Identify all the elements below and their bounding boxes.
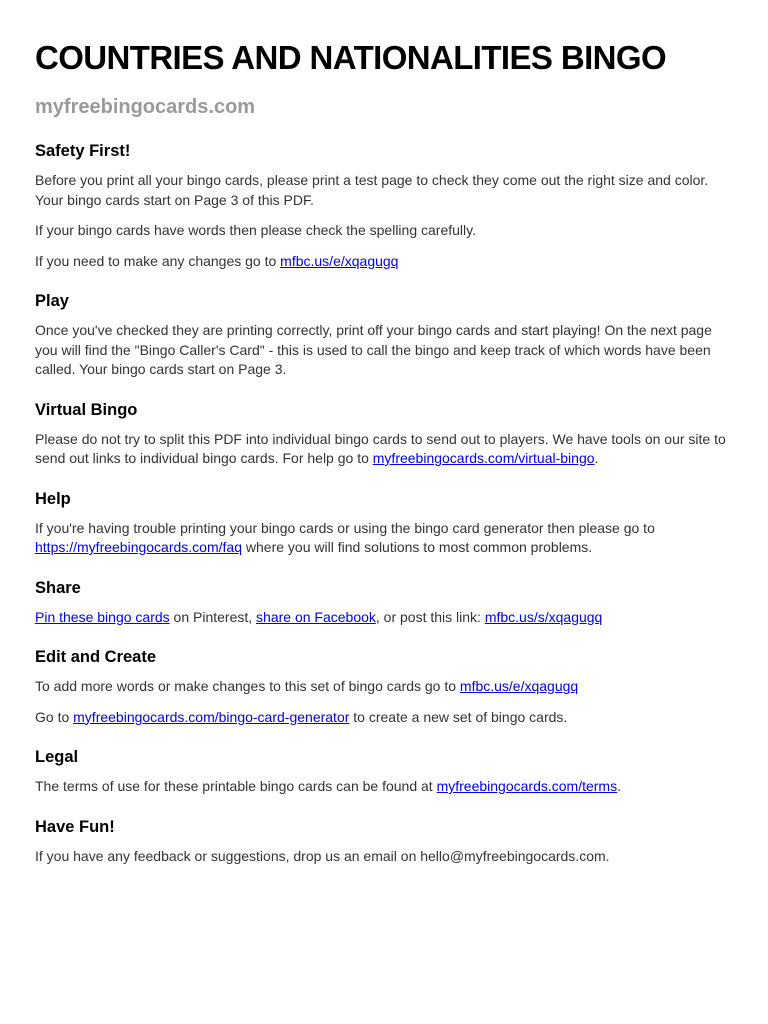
site-name: myfreebingocards.com xyxy=(35,96,256,118)
section-virtual-bingo xyxy=(35,399,735,469)
section-heading: Share xyxy=(35,578,81,597)
paragraph xyxy=(35,608,735,628)
section-heading: Safety First! xyxy=(35,142,131,160)
document-page xyxy=(35,38,735,866)
generator-link[interactable]: myfreebingocards.com/bingo-card-generator xyxy=(73,708,350,725)
faq-link[interactable]: https://myfreebingocards.com/faq xyxy=(35,539,242,555)
facebook-share-link[interactable]: share on Facebook xyxy=(256,608,376,625)
section-heading: Help xyxy=(35,489,71,508)
section-have-fun xyxy=(35,816,735,867)
paragraph xyxy=(35,677,735,697)
paragraph-text: Please do not try to split this PDF into individual bingo cards to send out to players. We have tools on our site to send out links to individual bingo cards. For help go to xyxy=(35,430,726,466)
paragraph xyxy=(35,519,735,558)
paragraph xyxy=(35,708,735,728)
paragraph: Once you've checked they are printing correctly, print off your bingo cards and start playing! On the next page you will find the "Bingo Caller's Card" - this is used to call the bingo and keep track of which words have been called. Your bingo cards start on Page 3. xyxy=(35,322,712,377)
edit-link[interactable]: mfbc.us/e/xqagugq xyxy=(459,678,579,694)
paragraph-text: where you will find solutions to most common problems. xyxy=(242,539,593,555)
share-link[interactable]: mfbc.us/s/xqagugq xyxy=(484,608,603,625)
paragraph xyxy=(35,777,735,797)
paragraph-text: If you need to make any changes go to xyxy=(35,252,281,269)
section-heading: Virtual Bingo xyxy=(35,400,138,419)
section-heading: Edit and Create xyxy=(35,648,157,666)
paragraph xyxy=(35,430,735,469)
paragraph-text: . xyxy=(617,778,621,794)
section-safety-first xyxy=(35,140,735,271)
terms-link[interactable]: myfreebingocards.com/terms xyxy=(436,778,618,794)
paragraph-text: to create a new set of bingo cards. xyxy=(349,708,568,725)
paragraph-text: , or post this link: xyxy=(375,608,485,625)
section-share xyxy=(35,577,735,628)
paragraph-text: If you're having trouble printing your bingo cards or using the bingo card generator then please go to xyxy=(35,519,655,536)
section-heading: Play xyxy=(35,292,69,310)
section-play xyxy=(35,290,735,380)
paragraph xyxy=(35,252,735,272)
section-edit-and-create xyxy=(35,646,735,727)
virtual-bingo-link[interactable]: myfreebingocards.com/virtual-bingo xyxy=(372,450,595,466)
paragraph-text: . xyxy=(594,450,599,466)
section-legal xyxy=(35,746,735,797)
section-help xyxy=(35,488,735,558)
paragraph-text: To add more words or make changes to this set of bingo cards go to xyxy=(35,678,460,694)
paragraph-text: Go to xyxy=(35,708,74,725)
paragraph: If you have any feedback or suggestions, drop us an email on hello@myfreebingocards.com. xyxy=(35,847,610,864)
paragraph-text: on Pinterest, xyxy=(169,608,257,625)
section-heading: Have Fun! xyxy=(35,817,115,836)
page-title: COUNTRIES AND NATIONALITIES BINGO xyxy=(35,39,667,76)
section-heading: Legal xyxy=(35,748,79,766)
pinterest-link[interactable]: Pin these bingo cards xyxy=(35,608,170,625)
paragraph: Before you print all your bingo cards, please print a test page to check they come out the right size and color. Your bingo cards start on Page 3 of this PDF. xyxy=(35,172,709,208)
edit-link[interactable]: mfbc.us/e/xqagugq xyxy=(280,252,399,269)
paragraph: If your bingo cards have words then please check the spelling carefully. xyxy=(35,222,476,238)
paragraph-text: The terms of use for these printable bingo cards can be found at xyxy=(35,778,437,794)
